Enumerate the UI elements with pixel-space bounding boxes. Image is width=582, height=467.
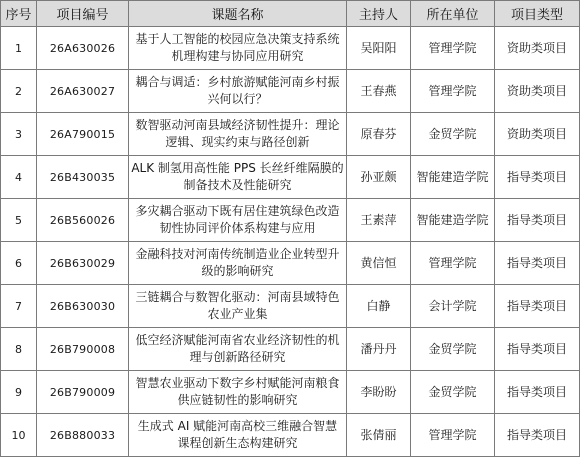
cell-host: 吴阳阳 — [347, 27, 411, 70]
header-unit: 所在单位 — [411, 1, 495, 27]
cell-unit: 管理学院 — [411, 27, 495, 70]
title-line: 基于人工智能的校园应急决策支持系统 — [135, 32, 340, 46]
cell-title — [129, 199, 347, 242]
cell-code: 26B630029 — [37, 242, 129, 285]
cell-unit: 会计学院 — [411, 285, 495, 328]
title-line: 农业产业集 — [207, 307, 268, 321]
cell-code: 26A630026 — [37, 27, 129, 70]
cell-index: 9 — [1, 371, 37, 414]
table-body — [1, 27, 580, 457]
title-line: 韧性协同评价体系构建与应用 — [159, 221, 316, 235]
cell-unit: 管理学院 — [411, 70, 495, 113]
header-code: 项目编号 — [37, 1, 129, 27]
cell-title — [129, 328, 347, 371]
title-line: 供应链韧性的影响研究 — [177, 393, 298, 407]
table-row — [1, 27, 580, 70]
cell-unit: 管理学院 — [411, 414, 495, 457]
cell-code: 26B790008 — [37, 328, 129, 371]
title-line: ALK 制氢用高性能 PPS 长丝纤维隔膜的 — [131, 161, 344, 175]
cell-code: 26A790015 — [37, 113, 129, 156]
title-line: 课程创新生态构建研究 — [177, 436, 298, 450]
cell-type: 指导类项目 — [495, 156, 580, 199]
cell-title — [129, 70, 347, 113]
cell-index: 10 — [1, 414, 37, 457]
cell-index: 6 — [1, 242, 37, 285]
cell-title — [129, 285, 347, 328]
cell-title — [129, 242, 347, 285]
cell-index: 1 — [1, 27, 37, 70]
title-line: 三链耦合与数智化驱动：河南县域特色 — [135, 290, 340, 304]
cell-code: 26B630030 — [37, 285, 129, 328]
title-line: 数智驱动河南县域经济韧性提升：理论 — [135, 118, 340, 132]
cell-type: 资助类项目 — [495, 70, 580, 113]
header-host: 主持人 — [347, 1, 411, 27]
title-line: 制备技术及性能研究 — [183, 178, 292, 192]
cell-title — [129, 371, 347, 414]
title-line: 理与创新路径研究 — [189, 350, 286, 364]
cell-type: 资助类项目 — [495, 27, 580, 70]
cell-type: 指导类项目 — [495, 199, 580, 242]
title-line: 多灾耦合驱动下既有居住建筑绿色改造 — [135, 204, 340, 218]
title-line: 智慧农业驱动下数字乡村赋能河南粮食 — [135, 376, 340, 390]
title-line: 机理构建与协同应用研究 — [171, 49, 304, 63]
cell-index: 4 — [1, 156, 37, 199]
header-index: 序号 — [1, 1, 37, 27]
cell-unit: 金贸学院 — [411, 113, 495, 156]
title-line: 兴何以行？ — [207, 92, 268, 106]
table-row — [1, 70, 580, 113]
cell-unit: 智能建造学院 — [411, 199, 495, 242]
cell-host: 王春燕 — [347, 70, 411, 113]
header-type: 项目类型 — [495, 1, 580, 27]
cell-title — [129, 414, 347, 457]
title-line: 级的影响研究 — [201, 264, 274, 278]
cell-unit: 金贸学院 — [411, 328, 495, 371]
table-row — [1, 371, 580, 414]
cell-code: 26B790009 — [37, 371, 129, 414]
cell-title — [129, 113, 347, 156]
cell-title — [129, 27, 347, 70]
table-row — [1, 285, 580, 328]
cell-unit: 智能建造学院 — [411, 156, 495, 199]
cell-host: 潘丹丹 — [347, 328, 411, 371]
title-line: 生成式 AI 赋能河南高校三维融合智慧 — [137, 419, 338, 433]
cell-index: 2 — [1, 70, 37, 113]
cell-host: 白静 — [347, 285, 411, 328]
cell-title — [129, 156, 347, 199]
cell-type: 资助类项目 — [495, 113, 580, 156]
table-row — [1, 328, 580, 371]
cell-type: 指导类项目 — [495, 328, 580, 371]
cell-type: 指导类项目 — [495, 285, 580, 328]
cell-code: 26B430035 — [37, 156, 129, 199]
cell-index: 5 — [1, 199, 37, 242]
header-row — [1, 1, 580, 27]
title-line: 耦合与调适：乡村旅游赋能河南乡村振 — [135, 75, 340, 89]
title-line: 逻辑、现实约束与路径创新 — [165, 135, 310, 149]
table-row — [1, 113, 580, 156]
title-line: 低空经济赋能河南省农业经济韧性的机 — [135, 333, 340, 347]
cell-index: 8 — [1, 328, 37, 371]
cell-host: 王素萍 — [347, 199, 411, 242]
table-header — [1, 1, 580, 27]
cell-index: 7 — [1, 285, 37, 328]
table-row — [1, 156, 580, 199]
cell-type: 指导类项目 — [495, 242, 580, 285]
cell-code: 26A630027 — [37, 70, 129, 113]
cell-unit: 金贸学院 — [411, 371, 495, 414]
table-row — [1, 414, 580, 457]
table-row — [1, 199, 580, 242]
cell-code: 26B560026 — [37, 199, 129, 242]
cell-host: 孙亚颇 — [347, 156, 411, 199]
cell-host: 黄信恒 — [347, 242, 411, 285]
table-row — [1, 242, 580, 285]
header-title: 课题名称 — [129, 1, 347, 27]
title-line: 金融科技对河南传统制造业企业转型升 — [135, 247, 340, 261]
cell-unit: 管理学院 — [411, 242, 495, 285]
cell-code: 26B880033 — [37, 414, 129, 457]
cell-type: 指导类项目 — [495, 414, 580, 457]
cell-host: 李盼盼 — [347, 371, 411, 414]
cell-host: 原春芬 — [347, 113, 411, 156]
cell-type: 指导类项目 — [495, 371, 580, 414]
cell-index: 3 — [1, 113, 37, 156]
cell-host: 张倩丽 — [347, 414, 411, 457]
